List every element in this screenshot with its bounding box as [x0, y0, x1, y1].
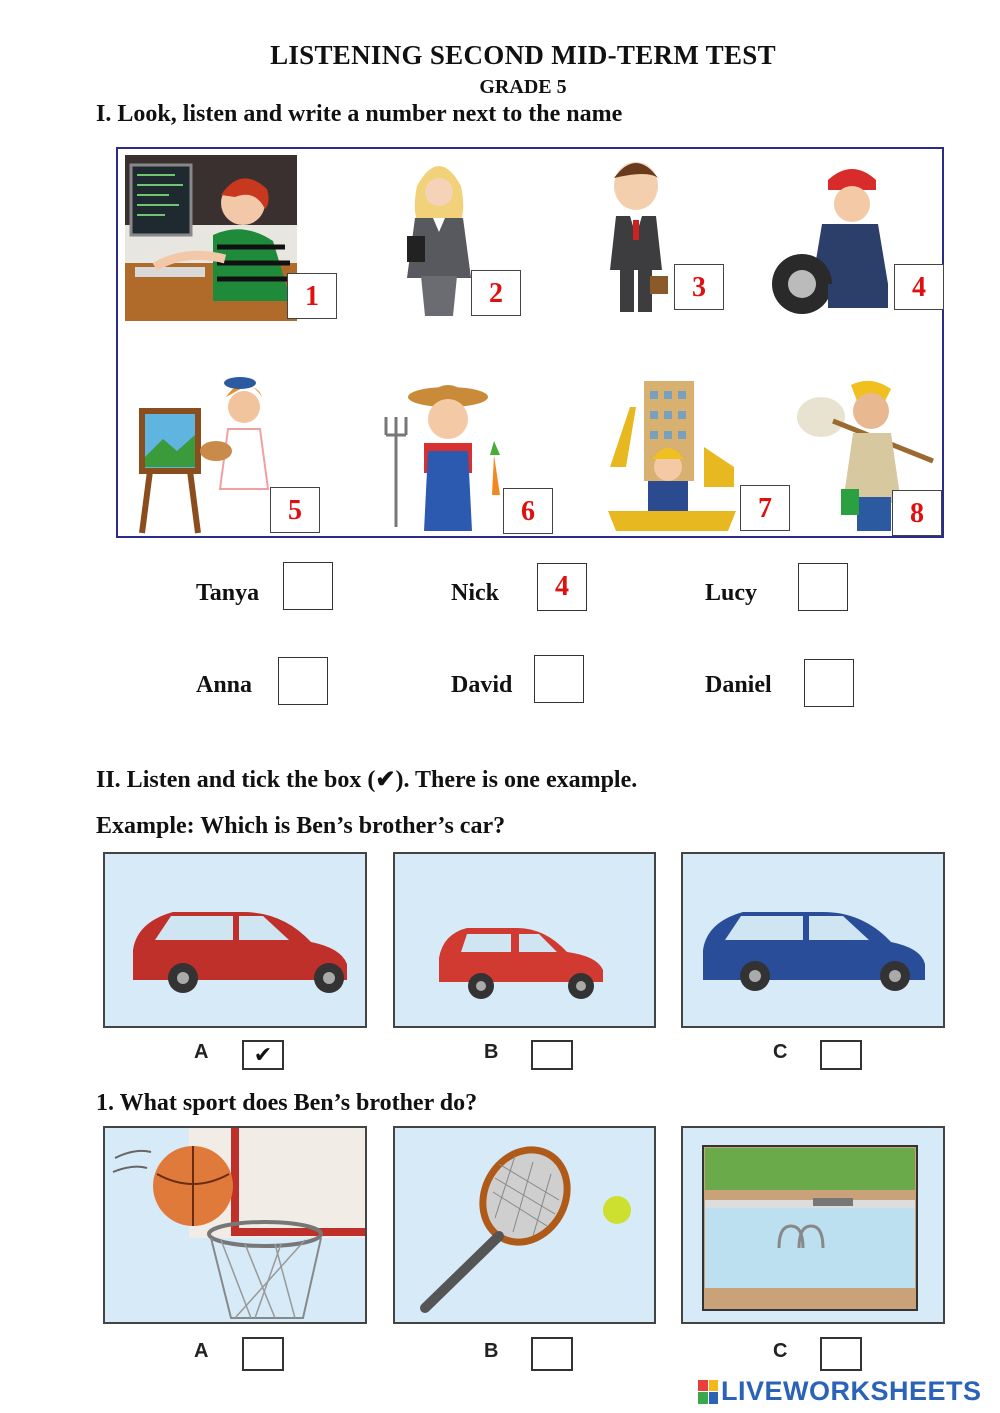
liveworksheets-logo[interactable] — [698, 1376, 982, 1407]
jobs-picture-frame — [116, 147, 944, 538]
worksheet-title: LISTENING SECOND MID-TERM TEST — [270, 40, 776, 70]
mechanic-picture — [766, 156, 908, 320]
painter-picture — [136, 377, 273, 535]
liveworksheets-logo-text: LIVEWORKSHEETS — [721, 1376, 982, 1406]
farmer-picture — [378, 377, 516, 535]
q1-option-c-letter: C — [773, 1340, 788, 1362]
tick-symbol: (✔) — [367, 767, 404, 793]
picture-number-6: 6 — [503, 488, 553, 534]
q1-option-b-checkbox[interactable] — [531, 1337, 573, 1371]
answer-box-tanya[interactable] — [283, 562, 333, 610]
q1-option-a-checkbox[interactable] — [242, 1337, 284, 1371]
example-option-b-checkbox[interactable] — [531, 1040, 573, 1070]
grade-label: GRADE 5 — [479, 76, 567, 98]
name-label-daniel: Daniel — [705, 672, 772, 698]
example-option-c-checkbox[interactable] — [820, 1040, 862, 1070]
answer-box-lucy[interactable] — [798, 563, 848, 611]
answer-box-anna[interactable] — [278, 657, 328, 705]
q1-option-b-picture — [393, 1126, 656, 1324]
example-option-b-picture — [393, 852, 656, 1028]
example-option-a-checkbox[interactable]: ✔ — [242, 1040, 284, 1070]
answer-box-daniel[interactable] — [804, 659, 854, 707]
businesswoman-picture — [399, 156, 478, 320]
name-label-david: David — [451, 672, 513, 698]
picture-number-4: 4 — [894, 264, 944, 310]
liveworksheets-logo-icon — [698, 1380, 718, 1404]
example-option-b-letter: B — [484, 1041, 499, 1063]
picture-number-3: 3 — [674, 264, 724, 310]
q1-option-c-picture — [681, 1126, 945, 1324]
example-option-c-picture — [681, 852, 945, 1028]
example-option-c-letter: C — [773, 1041, 788, 1063]
picture-number-2: 2 — [471, 270, 521, 316]
picture-number-5: 5 — [270, 487, 320, 533]
picture-number-8: 8 — [892, 490, 942, 536]
picture-number-7: 7 — [740, 485, 790, 531]
programmer-picture — [125, 155, 297, 321]
q1-option-b-letter: B — [484, 1340, 499, 1362]
q1-option-c-checkbox[interactable] — [820, 1337, 862, 1371]
answer-box-david[interactable] — [534, 655, 584, 703]
businessman-picture — [606, 158, 668, 318]
name-label-anna: Anna — [196, 672, 253, 698]
name-label-tanya: Tanya — [196, 580, 260, 606]
example-option-a-picture — [103, 852, 367, 1028]
part2-heading-tail: . There is one example. — [403, 767, 638, 793]
part2-heading-text: II. Listen and tick the box — [96, 767, 368, 793]
example-question: Example: Which is Ben’s brother’s car? — [96, 813, 506, 839]
name-label-lucy: Lucy — [705, 580, 758, 606]
example-option-a-letter: A — [194, 1041, 209, 1063]
name-label-nick: Nick — [451, 580, 499, 606]
answer-box-nick[interactable]: 4 — [537, 563, 587, 611]
q1-option-a-picture — [103, 1126, 367, 1324]
question-1: 1. What sport does Ben’s brother do? — [96, 1090, 478, 1116]
q1-option-a-letter: A — [194, 1340, 209, 1362]
picture-number-1: 1 — [287, 273, 337, 319]
part2-heading — [96, 765, 637, 794]
part1-heading: I. Look, listen and write a number next to the name — [96, 101, 623, 127]
construction-worker-picture — [604, 377, 739, 536]
